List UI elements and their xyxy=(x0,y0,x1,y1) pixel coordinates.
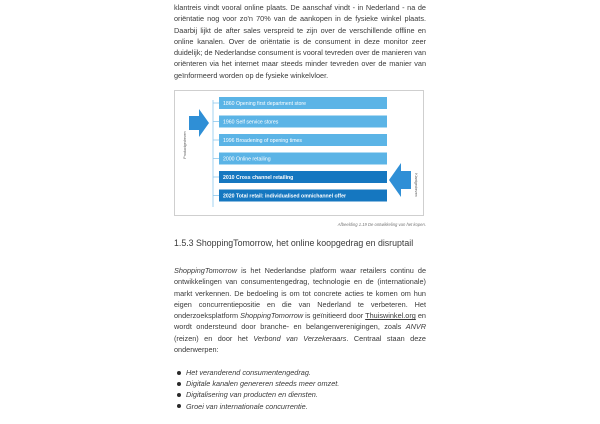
timeline-row-label: 2010 Cross channel retailing xyxy=(223,174,294,181)
retail-evolution-figure xyxy=(174,90,424,216)
list-item: Groei van internationale concurrentie. xyxy=(174,401,426,412)
shoppingtomorrow-term: ShoppingTomorrow xyxy=(174,266,238,275)
retail-evolution-diagram xyxy=(175,91,423,215)
timeline-row-label: 2020 Total retail: individualised omnichannel offer xyxy=(223,193,346,200)
intro-paragraph: klantreis vindt vooral online plaats. De aanschaf vindt - in Nederland - na de oriëntatie nog voor zo'n 70% van de aankopen in de fysieke winkel plaats. Daarbij lijkt de after sales verspreid te zijn over de verschillende offline en online kanalen. Over de oriëntatie is de consument in deze monitor zeer duidelijk; de Nederlandse consument is vooral tevreden over de manieren van oriënteren via het internet maar steeds minder tevreden over de manier van geïnformeerd worden op de fysieke winkelvloer. xyxy=(174,3,426,80)
timeline-row-label: 1860 Opening first department store xyxy=(223,100,307,107)
product-driven-label: Productgedreven xyxy=(183,131,187,159)
timeline-row-label: 1996 Broadening of opening times xyxy=(223,137,303,144)
right-arrow-icon xyxy=(389,163,411,197)
list-item: Digitale kanalen genereren steeds meer omzet. xyxy=(174,378,426,389)
list-item: Het veranderend consumentengedrag. xyxy=(174,367,426,378)
section-heading: 1.5.3 ShoppingTomorrow, het online koopgedrag en disruptail xyxy=(174,238,414,248)
topics-list xyxy=(174,367,426,412)
shoppingtomorrow-paragraph: ShoppingTomorrow is het Nederlandse platform waar retailers continu de ontwikkelingen van consumentengedrag, technologie en de (internationale) markt verkennen. De bedoeling is om tot concrete acties te komen om hun eigen concurrentiepositie en die van Nederland te verbeteren. Het onderzoeksplatform ShoppingTomorrow is geïnitieerd door Thuiswinkel.org en wordt ondersteund door branche- en belangenverenigingen, zoals ANVR (reizen) en door het Verbond van Verzekeraars. Centraal staan deze onderwerpen: xyxy=(174,266,426,355)
timeline-row-label: 1960 Self service stores xyxy=(223,119,279,126)
timeline-row-label: 2000 Online retailing xyxy=(223,156,271,163)
left-arrow-icon xyxy=(189,109,209,137)
customer-driven-label: Klantgedreven xyxy=(414,173,418,197)
list-item: Digitalisering van producten en diensten. xyxy=(174,389,426,400)
thuiswinkel-link[interactable]: Thuiswinkel.org xyxy=(365,311,416,321)
figure-caption: Afbeelding 1.19 De ontwikkeling van het kopen. xyxy=(337,222,426,227)
